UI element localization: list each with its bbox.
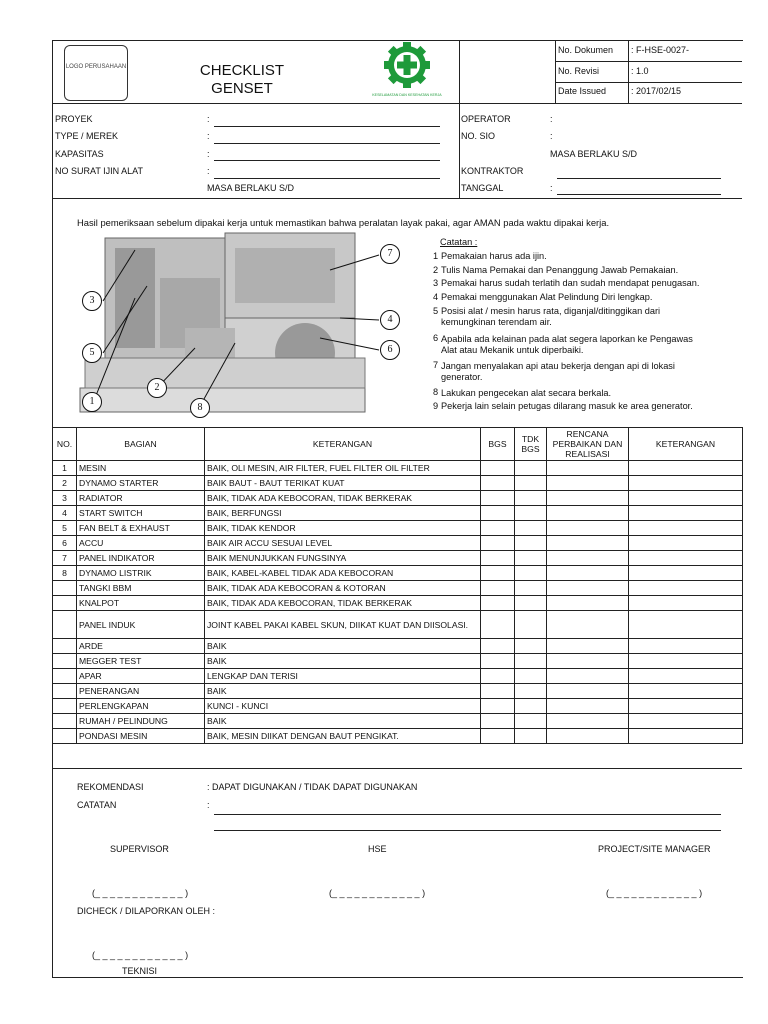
- revision-value: : 1.0: [631, 66, 649, 76]
- no-surat-ijin-field[interactable]: [214, 178, 440, 179]
- operator-colon: :: [550, 114, 553, 124]
- rencana-cell[interactable]: [547, 461, 629, 476]
- keterangan-2-cell[interactable]: [629, 536, 743, 551]
- revision-label: No. Revisi: [558, 66, 600, 76]
- table-row: [53, 506, 743, 521]
- tdk-bgs-cell[interactable]: [515, 639, 547, 654]
- table-row: [53, 521, 743, 536]
- col-bagian: BAGIAN: [77, 428, 205, 461]
- keterangan-2-cell[interactable]: [629, 729, 743, 744]
- row-bagian: DYNAMO STARTER: [77, 476, 205, 491]
- bgs-cell[interactable]: [481, 684, 515, 699]
- bgs-cell[interactable]: [481, 551, 515, 566]
- bgs-cell[interactable]: [481, 521, 515, 536]
- keterangan-2-cell[interactable]: [629, 581, 743, 596]
- proyek-colon: :: [207, 114, 210, 124]
- tdk-bgs-cell[interactable]: [515, 714, 547, 729]
- note-num: 8: [433, 387, 439, 397]
- logo-text: LOGO PERUSAHAAN: [65, 64, 127, 70]
- row-no: [53, 684, 77, 699]
- rencana-cell[interactable]: [547, 714, 629, 729]
- rencana-cell[interactable]: [547, 684, 629, 699]
- note-line: Pemakaian harus ada ijin.: [441, 251, 547, 261]
- note-line: Jangan menyalakan api atau bekerja dengan api di lokasi: [441, 361, 675, 371]
- row-keterangan: BAIK BAUT - BAUT TERIKAT KUAT: [205, 476, 481, 491]
- bgs-cell[interactable]: [481, 669, 515, 684]
- notes-heading: Catatan :: [440, 237, 478, 247]
- table-row: [53, 551, 743, 566]
- tanggal-label: TANGGAL: [461, 183, 504, 193]
- no-sio-colon: :: [550, 131, 553, 141]
- tdk-bgs-cell[interactable]: [515, 669, 547, 684]
- title-line-1: CHECKLIST: [199, 62, 285, 79]
- row-bagian: DYNAMO LISTRIK: [77, 566, 205, 581]
- row-keterangan: JOINT KABEL PAKAI KABEL SKUN, DIIKAT KUAT DAN DIISOLASI.: [205, 611, 481, 639]
- row-no: [53, 654, 77, 669]
- tanggal-colon: :: [550, 183, 553, 193]
- callout-2: 2: [147, 378, 167, 398]
- row-keterangan: LENGKAP DAN TERISI: [205, 669, 481, 684]
- table-header-row: [53, 428, 743, 461]
- keterangan-2-cell[interactable]: [629, 551, 743, 566]
- note-num: 1: [433, 251, 439, 261]
- row-no: [53, 714, 77, 729]
- table-row: [53, 699, 743, 714]
- no-surat-ijin-label: NO SURAT IJIN ALAT: [55, 166, 144, 176]
- note-line: Tulis Nama Pemakai dan Penanggung Jawab Pemakaian.: [441, 265, 679, 275]
- note-num: 5: [433, 306, 439, 316]
- row-no: 1: [53, 461, 77, 476]
- tdk-bgs-cell[interactable]: [515, 654, 547, 669]
- tdk-bgs-cell[interactable]: [515, 461, 547, 476]
- row-bagian: APAR: [77, 669, 205, 684]
- note-line: Alat atau Mekanik untuk diperbaiki.: [441, 345, 584, 355]
- catatan-label: CATATAN: [77, 800, 117, 810]
- rencana-cell[interactable]: [547, 491, 629, 506]
- doc-number-value: : F-HSE-0027-: [631, 45, 690, 55]
- emblem-caption: KESELAMATAN DAN KESEHATAN KERJA: [372, 93, 442, 97]
- note-line: Posisi alat / mesin harus rata, diganjal/ditinggikan dari: [441, 306, 661, 316]
- keterangan-2-cell[interactable]: [629, 639, 743, 654]
- operator-label: OPERATOR: [461, 114, 511, 124]
- keterangan-2-cell[interactable]: [629, 654, 743, 669]
- tdk-bgs-cell[interactable]: [515, 581, 547, 596]
- keterangan-2-cell[interactable]: [629, 521, 743, 536]
- row-bagian: MESIN: [77, 461, 205, 476]
- row-keterangan: BAIK: [205, 714, 481, 729]
- table-row: [53, 476, 743, 491]
- row-keterangan: BAIK, BERFUNGSI: [205, 506, 481, 521]
- note-line: Apabila ada kelainan pada alat segera laporkan ke Pengawas: [441, 334, 693, 344]
- row-bagian: START SWITCH: [77, 506, 205, 521]
- bgs-cell[interactable]: [481, 506, 515, 521]
- keterangan-2-cell[interactable]: [629, 476, 743, 491]
- row-keterangan: BAIK, OLI MESIN, AIR FILTER, FUEL FILTER OIL FILTER: [205, 461, 481, 476]
- no-sio-label: NO. SIO: [461, 131, 496, 141]
- tdk-bgs-cell[interactable]: [515, 491, 547, 506]
- intro-text: Hasil pemeriksaan sebelum dipakai kerja untuk memastikan bahwa peralatan layak pakai, agar AMAN pada waktu dipakai kerja.: [77, 217, 610, 228]
- type-merek-field[interactable]: [214, 143, 440, 144]
- tdk-bgs-cell[interactable]: [515, 566, 547, 581]
- col-bgs: BGS: [481, 428, 515, 461]
- table-row: [53, 654, 743, 669]
- callout-6: 6: [380, 340, 400, 360]
- row-bagian: PERLENGKAPAN: [77, 699, 205, 714]
- bgs-cell[interactable]: [481, 714, 515, 729]
- col-tdk-bgs: TDK BGS: [515, 428, 547, 461]
- tdk-bgs-cell[interactable]: [515, 521, 547, 536]
- tdk-bgs-cell[interactable]: [515, 551, 547, 566]
- table-row: [53, 491, 743, 506]
- rekomendasi-label: REKOMENDASI: [77, 782, 144, 792]
- bgs-cell[interactable]: [481, 581, 515, 596]
- tdk-bgs-cell[interactable]: [515, 476, 547, 491]
- table-row: [53, 639, 743, 654]
- rencana-cell[interactable]: [547, 596, 629, 611]
- bgs-cell[interactable]: [481, 566, 515, 581]
- note-line: Lakukan pengecekan alat secara berkala.: [441, 388, 612, 398]
- callout-4: 4: [380, 310, 400, 330]
- note-line: Pemakai menggunakan Alat Pelindung Diri lengkap.: [441, 292, 653, 302]
- row-bagian: FAN BELT & EXHAUST: [77, 521, 205, 536]
- table-row: [53, 669, 743, 684]
- rekomendasi-value: : DAPAT DIGUNAKAN / TIDAK DAPAT DIGUNAKAN: [207, 782, 418, 792]
- doc-number-label: No. Dokumen: [558, 45, 614, 55]
- rencana-cell[interactable]: [547, 476, 629, 491]
- bgs-cell[interactable]: [481, 461, 515, 476]
- bgs-cell[interactable]: [481, 654, 515, 669]
- proyek-label: PROYEK: [55, 114, 93, 124]
- row-keterangan: BAIK: [205, 654, 481, 669]
- no-surat-ijin-colon: :: [207, 166, 210, 176]
- keterangan-2-cell[interactable]: [629, 684, 743, 699]
- row-no: [53, 729, 77, 744]
- note-num: 9: [433, 401, 439, 411]
- note-num: 3: [433, 278, 439, 288]
- proyek-field[interactable]: [214, 126, 440, 127]
- row-keterangan: KUNCI - KUNCI: [205, 699, 481, 714]
- callout-3: 3: [82, 291, 102, 311]
- note-num: 6: [433, 333, 439, 343]
- type-merek-label: TYPE / MEREK: [55, 131, 119, 141]
- table-row: [53, 684, 743, 699]
- row-bagian: PONDASI MESIN: [77, 729, 205, 744]
- col-keterangan: KETERANGAN: [205, 428, 481, 461]
- keterangan-2-cell[interactable]: [629, 714, 743, 729]
- keterangan-2-cell[interactable]: [629, 699, 743, 714]
- bgs-cell[interactable]: [481, 639, 515, 654]
- callout-5: 5: [82, 343, 102, 363]
- table-row: [53, 714, 743, 729]
- row-bagian: ACCU: [77, 536, 205, 551]
- row-bagian: TANGKI BBM: [77, 581, 205, 596]
- rencana-cell[interactable]: [547, 551, 629, 566]
- row-no: 2: [53, 476, 77, 491]
- row-keterangan: BAIK, TIDAK ADA KEBOCORAN, TIDAK BERKERAK: [205, 596, 481, 611]
- hse-label: HSE: [368, 844, 387, 854]
- row-no: [53, 596, 77, 611]
- rencana-cell[interactable]: [547, 506, 629, 521]
- row-no: [53, 639, 77, 654]
- masa-berlaku-right: MASA BERLAKU S/D: [550, 149, 638, 159]
- row-no: [53, 611, 77, 639]
- row-keterangan: BAIK: [205, 684, 481, 699]
- table-row: [53, 729, 743, 744]
- catatan-line-2[interactable]: [214, 830, 721, 831]
- keterangan-2-cell[interactable]: [629, 506, 743, 521]
- note-num: 4: [433, 292, 439, 302]
- bgs-cell[interactable]: [481, 611, 515, 639]
- bgs-cell[interactable]: [481, 536, 515, 551]
- row-bagian: KNALPOT: [77, 596, 205, 611]
- hse-signature[interactable]: (_ _ _ _ _ _ _ _ _ _ _ _ ): [329, 888, 426, 898]
- masa-berlaku-left: MASA BERLAKU S/D: [207, 183, 295, 193]
- rencana-cell[interactable]: [547, 639, 629, 654]
- callout-1: 1: [82, 392, 102, 412]
- rencana-cell[interactable]: [547, 654, 629, 669]
- row-no: 4: [53, 506, 77, 521]
- row-keterangan: BAIK, TIDAK KENDOR: [205, 521, 481, 536]
- table-row: [53, 596, 743, 611]
- row-no: 8: [53, 566, 77, 581]
- table-row: [53, 536, 743, 551]
- bgs-cell[interactable]: [481, 476, 515, 491]
- table-row: [53, 611, 743, 639]
- keterangan-2-cell[interactable]: [629, 566, 743, 581]
- row-no: 6: [53, 536, 77, 551]
- rencana-cell[interactable]: [547, 521, 629, 536]
- bgs-cell[interactable]: [481, 596, 515, 611]
- date-issued-label: Date Issued: [558, 86, 607, 96]
- rencana-cell[interactable]: [547, 699, 629, 714]
- company-logo: [64, 45, 128, 101]
- callout-8: 8: [190, 398, 210, 418]
- type-merek-colon: :: [207, 131, 210, 141]
- row-bagian: MEGGER TEST: [77, 654, 205, 669]
- rencana-cell[interactable]: [547, 536, 629, 551]
- kapasitas-field[interactable]: [214, 160, 440, 161]
- table-row: [53, 581, 743, 596]
- title-line-2: GENSET: [211, 80, 273, 97]
- date-issued-value: : 2017/02/15: [631, 86, 682, 96]
- tdk-bgs-cell[interactable]: [515, 729, 547, 744]
- keterangan-2-cell[interactable]: [629, 461, 743, 476]
- rencana-cell[interactable]: [547, 729, 629, 744]
- row-keterangan: BAIK, TIDAK ADA KEBOCORAN, TIDAK BERKERAK: [205, 491, 481, 506]
- teknisi-label: TEKNISI: [122, 966, 158, 976]
- table-row: [53, 461, 743, 476]
- bgs-cell[interactable]: [481, 699, 515, 714]
- tdk-bgs-cell[interactable]: [515, 536, 547, 551]
- rencana-cell[interactable]: [547, 581, 629, 596]
- note-line: Pemakai harus sudah terlatih dan sudah mendapat penugasan.: [441, 278, 700, 288]
- rencana-cell[interactable]: [547, 611, 629, 639]
- row-keterangan: BAIK AIR ACCU SESUAI LEVEL: [205, 536, 481, 551]
- row-bagian: ARDE: [77, 639, 205, 654]
- teknisi-signature[interactable]: (_ _ _ _ _ _ _ _ _ _ _ _ ): [92, 950, 189, 960]
- kontraktor-label: KONTRAKTOR: [461, 166, 524, 176]
- row-no: 5: [53, 521, 77, 536]
- bgs-cell[interactable]: [481, 491, 515, 506]
- pm-signature[interactable]: (_ _ _ _ _ _ _ _ _ _ _ _ ): [606, 888, 703, 898]
- kapasitas-colon: :: [207, 149, 210, 159]
- catatan-line-1[interactable]: [214, 814, 721, 815]
- tanggal-field[interactable]: [557, 194, 721, 195]
- rencana-cell[interactable]: [547, 669, 629, 684]
- keterangan-2-cell[interactable]: [629, 611, 743, 639]
- tdk-bgs-cell[interactable]: [515, 684, 547, 699]
- table-row: [53, 566, 743, 581]
- note-line: kemungkinan terendam air.: [441, 317, 552, 327]
- row-no: [53, 581, 77, 596]
- tdk-bgs-cell[interactable]: [515, 596, 547, 611]
- keterangan-2-cell[interactable]: [629, 669, 743, 684]
- row-no: [53, 699, 77, 714]
- note-line: generator.: [441, 372, 483, 382]
- row-bagian: PANEL INDIKATOR: [77, 551, 205, 566]
- supervisor-signature[interactable]: (_ _ _ _ _ _ _ _ _ _ _ _ ): [92, 888, 189, 898]
- keterangan-2-cell[interactable]: [629, 596, 743, 611]
- row-no: [53, 669, 77, 684]
- row-no: 3: [53, 491, 77, 506]
- note-num: 7: [433, 360, 439, 370]
- tdk-bgs-cell[interactable]: [515, 506, 547, 521]
- pm-label: PROJECT/SITE MANAGER: [598, 844, 711, 854]
- callout-7: 7: [380, 244, 400, 264]
- catatan-colon: :: [207, 800, 210, 810]
- note-line: Pekerja lain selain petugas dilarang masuk ke area generator.: [441, 401, 693, 411]
- kapasitas-label: KAPASITAS: [55, 149, 104, 159]
- row-bagian: RUMAH / PELINDUNG: [77, 714, 205, 729]
- row-bagian: RADIATOR: [77, 491, 205, 506]
- tdk-bgs-cell[interactable]: [515, 699, 547, 714]
- row-bagian: PANEL INDUK: [77, 611, 205, 639]
- dicheck-label: DICHECK / DILAPORKAN OLEH :: [77, 906, 216, 916]
- form-title: [192, 62, 292, 98]
- col-keterangan-2: KETERANGAN: [629, 428, 743, 461]
- note-num: 2: [433, 265, 439, 275]
- bgs-cell[interactable]: [481, 729, 515, 744]
- supervisor-label: SUPERVISOR: [110, 844, 169, 854]
- row-keterangan: BAIK, MESIN DIIKAT DENGAN BAUT PENGIKAT.: [205, 729, 481, 744]
- col-no: NO.: [53, 428, 77, 461]
- row-keterangan: BAIK: [205, 639, 481, 654]
- kontraktor-field[interactable]: [557, 178, 721, 179]
- rencana-cell[interactable]: [547, 566, 629, 581]
- tdk-bgs-cell[interactable]: [515, 611, 547, 639]
- row-keterangan: BAIK, TIDAK ADA KEBOCORAN & KOTORAN: [205, 581, 481, 596]
- row-bagian: PENERANGAN: [77, 684, 205, 699]
- row-no: 7: [53, 551, 77, 566]
- row-keterangan: BAIK MENUNJUKKAN FUNGSINYA: [205, 551, 481, 566]
- keterangan-2-cell[interactable]: [629, 491, 743, 506]
- col-rencana: RENCANA PERBAIKAN DAN REALISASI: [547, 428, 629, 461]
- row-keterangan: BAIK, KABEL-KABEL TIDAK ADA KEBOCORAN: [205, 566, 481, 581]
- checklist-table: [52, 427, 743, 744]
